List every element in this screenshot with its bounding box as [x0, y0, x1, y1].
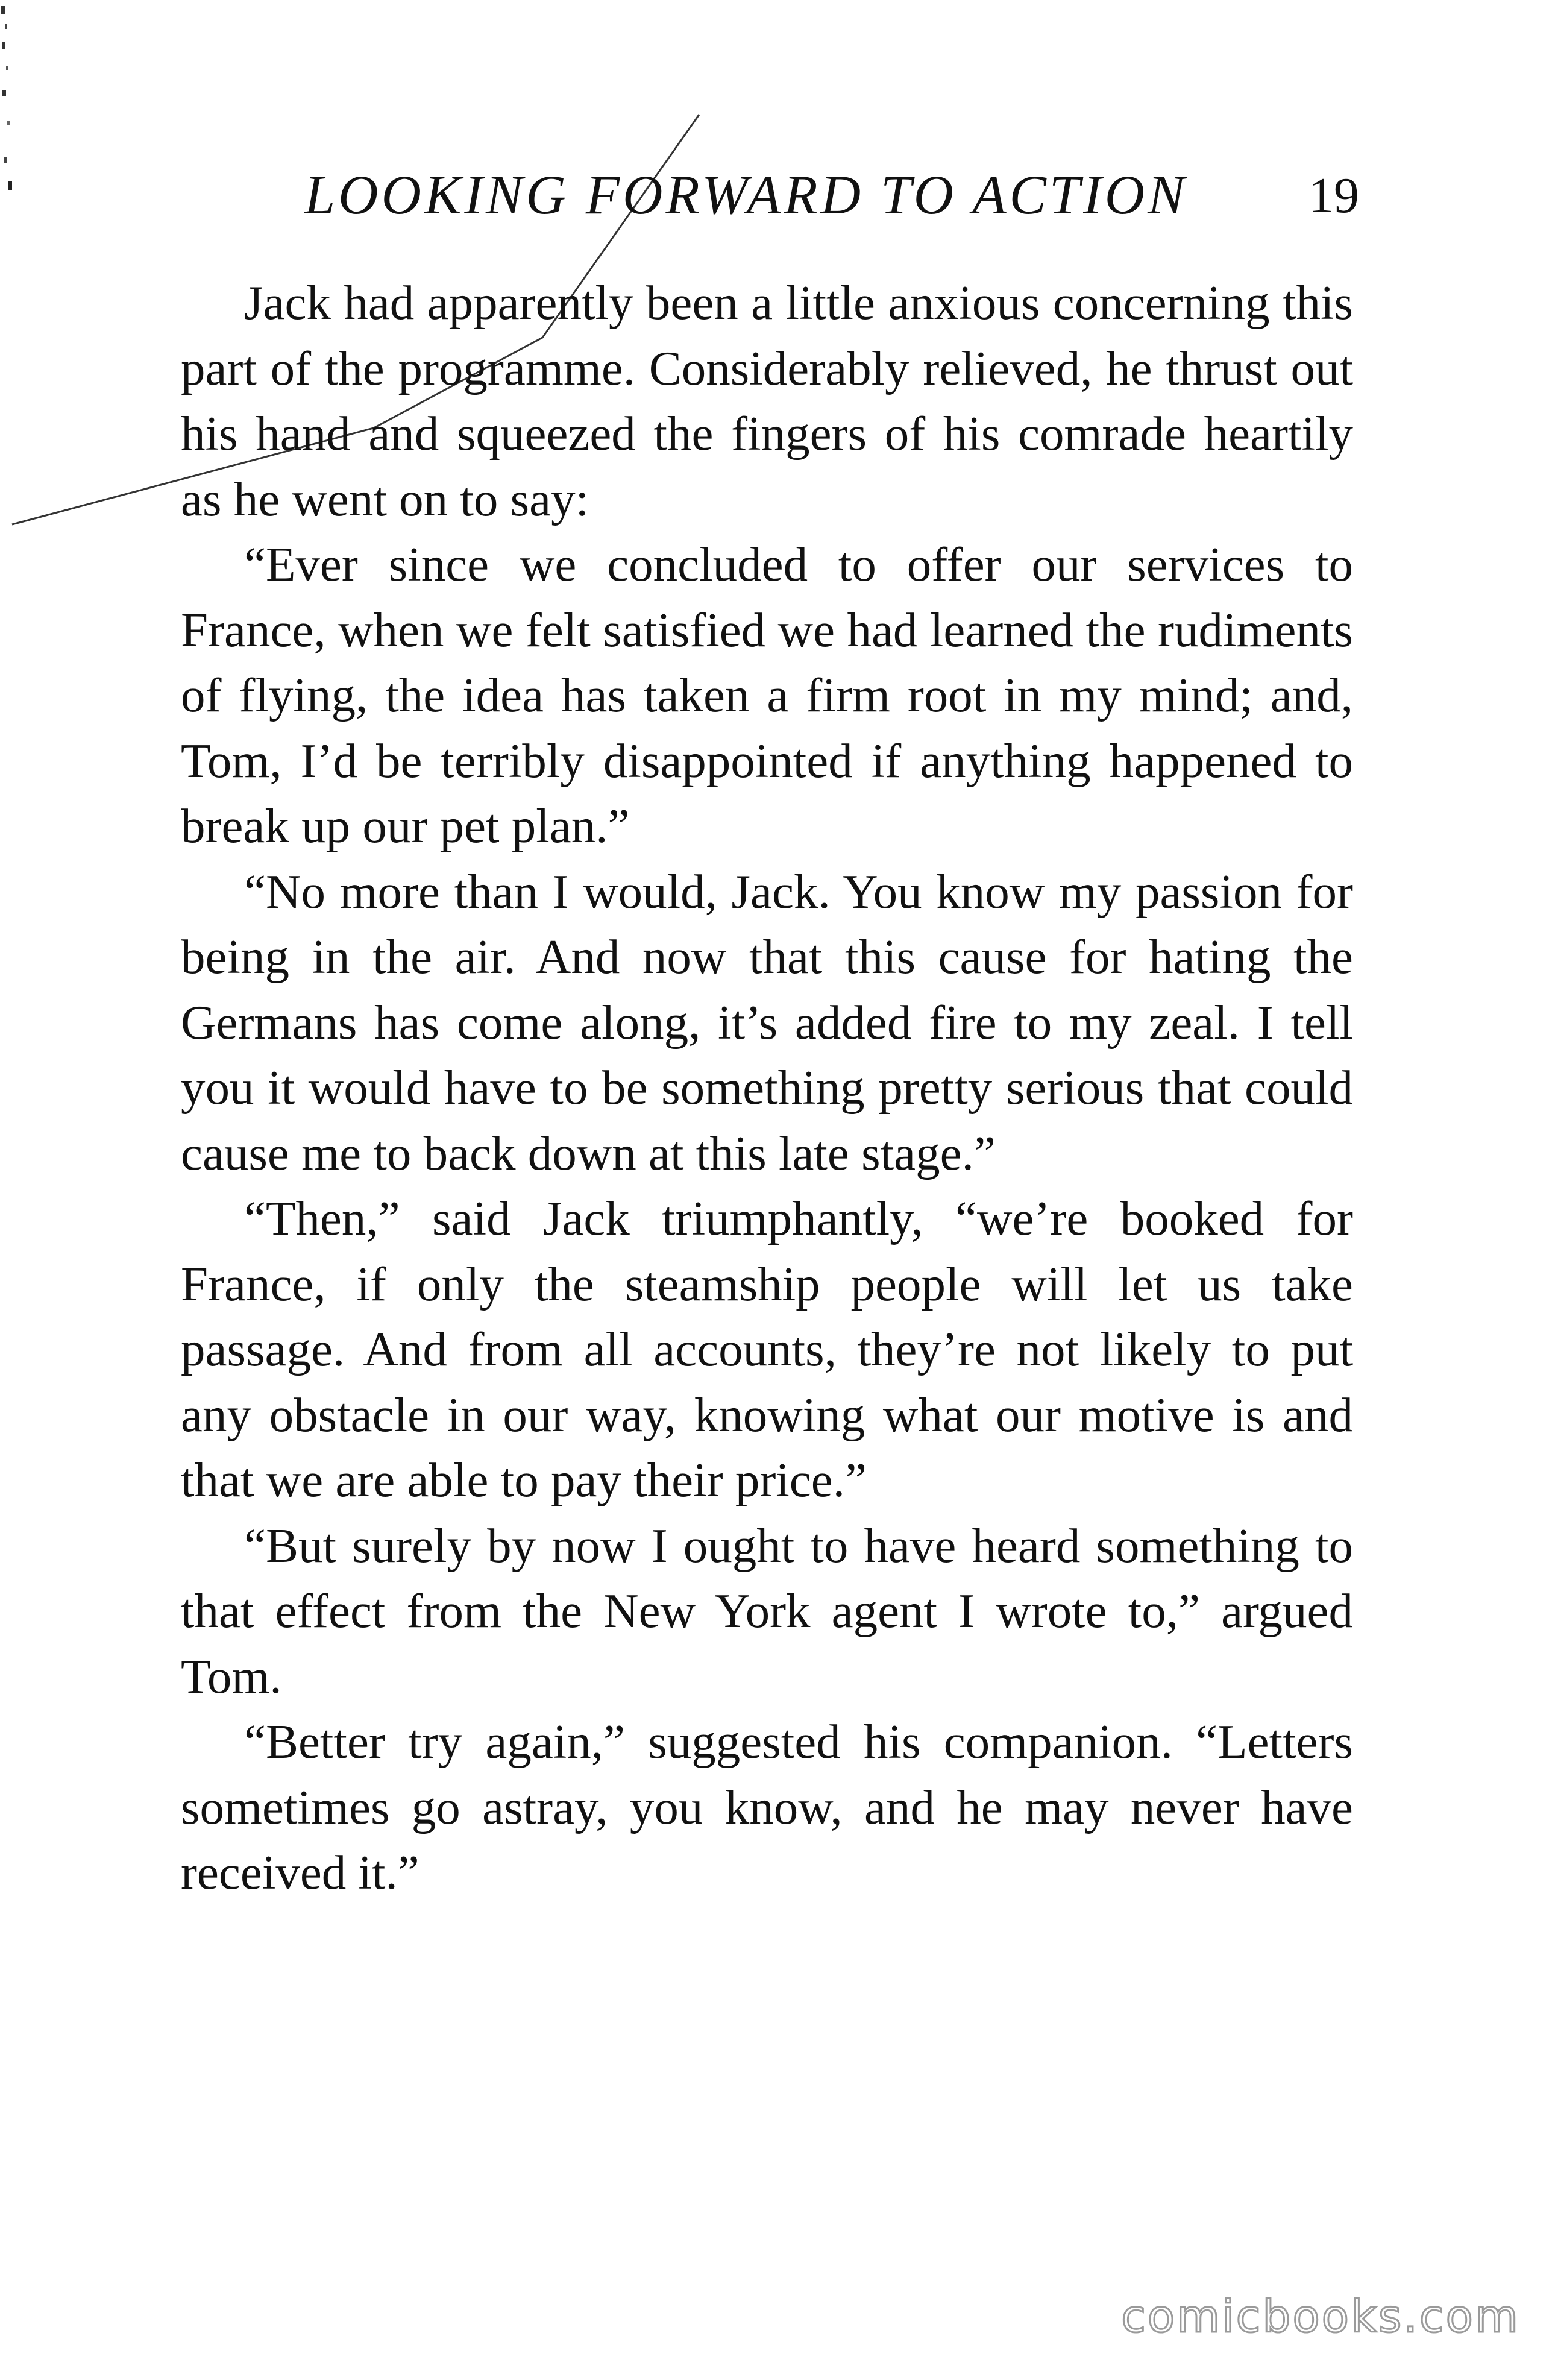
running-header	[304, 163, 1359, 235]
paragraph: “Better try again,” suggested his companion. “Letters sometimes go astray, you know, and he may never have received it.”	[181, 1714, 1353, 1900]
site-watermark: comicbooks.com	[1121, 2291, 1520, 2343]
running-title: LOOKING FORWARD TO ACTION	[304, 164, 1188, 225]
paragraph: Jack had apparently been a little anxious concerning this part of the programme. Considerably relieved, he thrust out his hand and squeezed the fingers of his comrade heartily as he went on to say:	[181, 275, 1353, 526]
paragraph: “Ever since we concluded to offer our services to France, when we felt satisfied we had learned the rudiments of flying, the idea has taken a firm root in my mind; and, Tom, I’d be terribly disappointed if anything happened to break up our pet plan.”	[181, 537, 1353, 853]
page-number: 19	[1308, 168, 1359, 224]
paragraph: “Then,” said Jack triumphantly, “we’re booked for France, if only the steamship people will let us take passage. And from all accounts, they’re not likely to put any obstacle in our way, knowing what our motive is and that we are able to pay their price.”	[181, 1191, 1353, 1507]
paragraph: “No more than I would, Jack. You know my passion for being in the air. And now that this cause for hating the Germans has come along, it’s added fire to my zeal. I tell you it would have to be something pretty serious that could cause me to back down at this late stage.”	[181, 864, 1353, 1180]
page-edge-specks	[0, 0, 24, 253]
paragraph: “But surely by now I ought to have heard something to that effect from the New York agent I wrote to,” argued Tom.	[181, 1518, 1353, 1704]
body-text	[181, 270, 1353, 1906]
